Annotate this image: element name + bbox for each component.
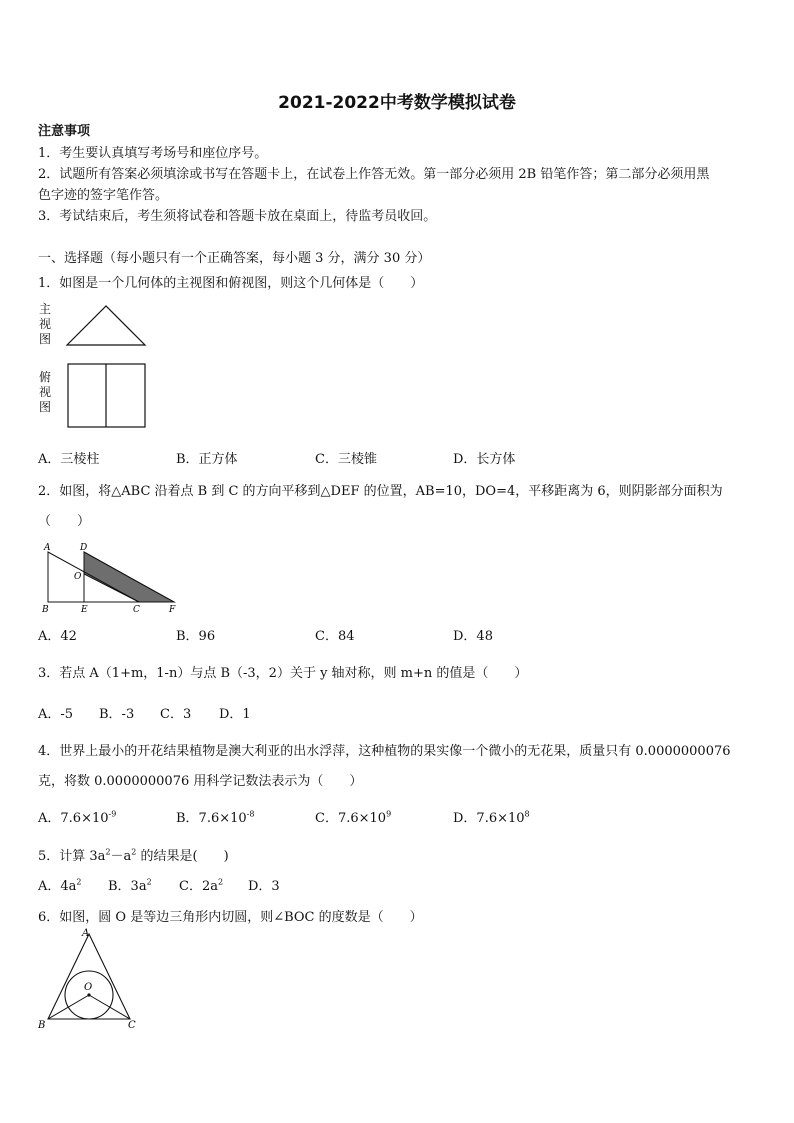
q2-translation-figure [38, 540, 188, 615]
notice-item-2: 2．试题所有答案必须填涂或书写在答题卡上，在试卷上作答无效。第一部分必须用 2B 铅笔作答；第二部分必须用黑 [38, 167, 710, 182]
label-d: D [80, 543, 88, 553]
q5-option-a[interactable]: A．$4a^2$ [38, 877, 82, 894]
top-view-label: 俯 视 图 [38, 370, 51, 414]
notice-item-2-cont: 色字迹的签字笔作答。 [38, 188, 169, 203]
question-1-text: 1．如图是一个几何体的主视图和俯视图，则这个几何体是（ ） [38, 276, 424, 291]
label-e: E [81, 605, 88, 615]
q6-incircle-figure [36, 924, 146, 1034]
notice-item-3: 3．考试结束后，考生须将试卷和答题卡放在桌面上，待监考员收回。 [38, 209, 437, 224]
q3-option-d[interactable]: D．1 [219, 707, 251, 722]
q1-option-a[interactable]: A．三棱柱 [38, 452, 100, 467]
notice-item-1: 1．考生要认真填写考场号和座位序号。 [38, 146, 268, 161]
label-o: O [74, 572, 82, 582]
q2-option-c[interactable]: C．84 [315, 629, 355, 644]
label-c: C [128, 1020, 136, 1031]
q2-option-d[interactable]: D．48 [453, 629, 493, 644]
question-6-text: 6．如图，圆 O 是等边三角形内切圆，则∠BOC 的度数是（ ） [38, 910, 423, 925]
q1-option-b[interactable]: B．正方体 [176, 452, 238, 467]
q3-option-a[interactable]: A．-5 [38, 707, 74, 722]
question-3-text: 3．若点 A（1+m，1-n）与点 B（-3，2）关于 y 轴对称，则 m+n 的值是（ ） [38, 666, 528, 681]
section-heading: 一、选择题（每小题只有一个正确答案，每小题 3 分，满分 30 分） [38, 251, 431, 266]
q4-option-a[interactable]: A．$7.6\times 10^{-9}$ [38, 809, 117, 826]
label-c: C [133, 605, 140, 615]
q5-option-c[interactable]: C．$2a^2$ [179, 877, 224, 894]
q5-option-d[interactable]: D．3 [248, 879, 280, 894]
label-b: B [42, 605, 49, 615]
label-f: F [169, 605, 176, 615]
q4-option-b[interactable]: B．$7.6\times 10^{-8}$ [176, 809, 255, 826]
q3-option-c[interactable]: C．3 [160, 707, 192, 722]
page-title: 2021-2022中考数学模拟试卷 [278, 93, 516, 113]
q1-option-d[interactable]: D．长方体 [453, 452, 516, 467]
q5-option-b[interactable]: B．$3a^2$ [108, 877, 152, 894]
question-4-text-cont: 克，将数 0.0000000076 用科学记数法表示为（ ） [38, 774, 363, 789]
q4-option-c[interactable]: C．$7.6\times 10^9$ [315, 809, 392, 826]
label-b: B [38, 1020, 46, 1031]
label-o: O [84, 982, 93, 993]
question-4-text: 4．世界上最小的开花结果植物是澳大利亚的出水浮萍，这种植物的果实像一个微小的无花果，质量只有 0.0000000076 [38, 744, 731, 759]
q3-option-b[interactable]: B．-3 [99, 707, 135, 722]
q4-option-d[interactable]: D．$7.6\times 10^8$ [453, 809, 530, 826]
question-2-text: 2．如图，将△ABC 沿着点 B 到 C 的方向平移到△DEF 的位置，AB=10，DO=4，平移距离为 6，则阴影部分面积为 [38, 484, 723, 499]
front-view-label: 主 视 图 [38, 302, 51, 346]
notice-heading: 注意事项 [38, 124, 91, 139]
q1-option-c[interactable]: C．三棱锥 [315, 452, 377, 467]
q2-option-b[interactable]: B．96 [176, 629, 216, 644]
question-2-text-cont: （ ） [38, 514, 91, 529]
front-view-triangle [64, 304, 148, 348]
label-a: A [82, 928, 90, 939]
label-a: A [44, 543, 51, 553]
top-view-rectangle [66, 362, 148, 430]
question-5-text: 5．计算 $3a^2-a^2$ 的结果是( ) [38, 847, 229, 864]
q2-option-a[interactable]: A．42 [38, 629, 77, 644]
